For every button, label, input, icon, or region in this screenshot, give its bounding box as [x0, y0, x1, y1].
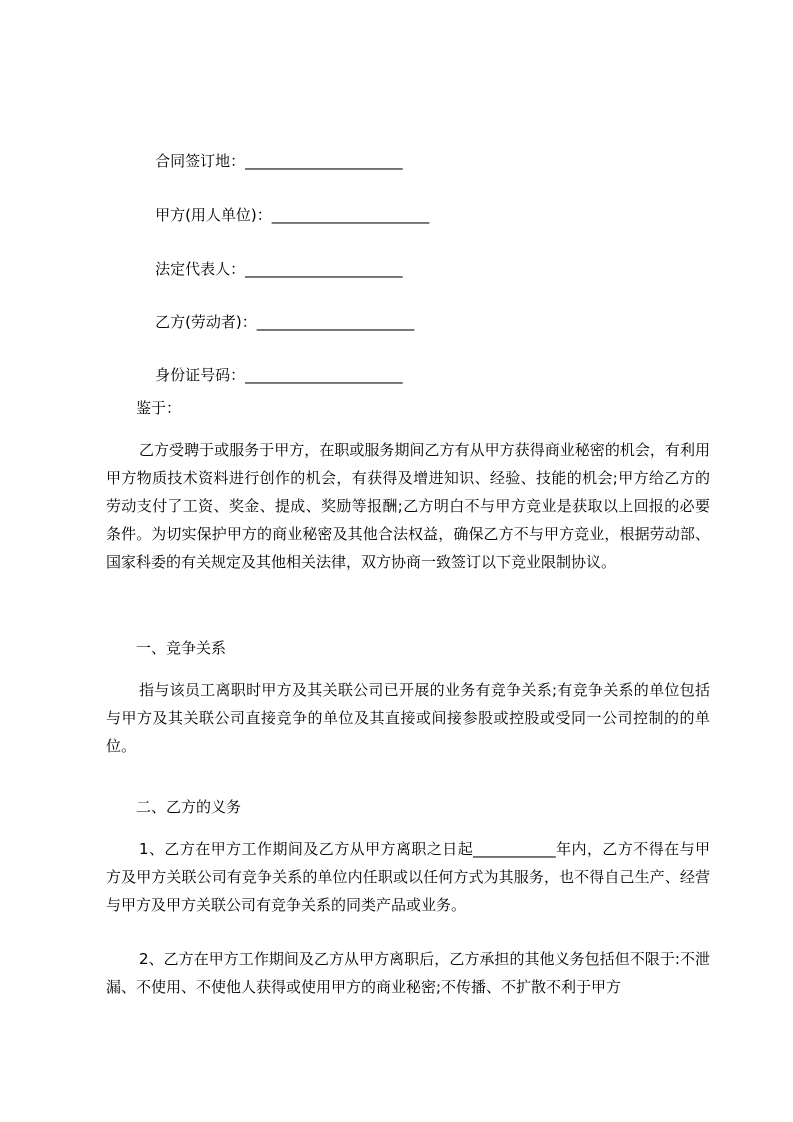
id-number-label: 身份证号码： [155, 366, 246, 384]
party-b-field [136, 292, 414, 352]
section-2-heading: 二、乙方的义务 [136, 798, 242, 816]
party-a-blank: _____________________ [271, 206, 430, 224]
whereas-label: 鉴于： [136, 399, 182, 417]
section-1-heading: 一、竞争关系 [136, 639, 227, 657]
party-b-blank: _____________________ [256, 313, 415, 331]
section-2-item-2: 2、乙方在甲方工作期间及乙方从甲方离职后，乙方承担的其他义务包括但不限于:不泄漏、不使用、不使他人获得或使用甲方的商业秘密;不传播、不扩散不利于甲方 [106, 950, 710, 996]
id-number-field [136, 345, 403, 405]
section-2-item-1: 1、乙方在甲方工作期间及乙方从甲方离职之日起___________年内，乙方不得在与甲方及甲方关联公司有竞争关系的单位内任职或以任何方式为其服务，也不得自己生产、经营与甲方及甲方关联公司有竞争关系的同类产品或业务。 [106, 840, 710, 914]
id-number-blank: _____________________ [245, 366, 403, 384]
party-a-field [136, 185, 429, 245]
contract-location-field [136, 131, 403, 191]
contract-location-blank: _____________________ [245, 152, 403, 170]
legal-representative-label: 法定代表人： [155, 260, 246, 278]
contract-location-label: 合同签订地： [155, 152, 246, 170]
party-a-label: 甲方(用人单位)： [155, 206, 272, 224]
legal-representative-blank: _____________________ [245, 260, 403, 278]
intro-paragraph: 乙方受聘于或服务于甲方，在职或服务期间乙方有从甲方获得商业秘密的机会，有利用甲方物质技术资料进行创作的机会，有获得及增进知识、经验、技能的机会;甲方给乙方的劳动支付了工资、奖金、提成、奖励等报酬;乙方明白不与甲方竞业是获取以上回报的必要条件。为切实保护甲方的商业秘密及其他合法权益，确保乙方不与甲方竞业，根据劳动部、国家科委的有关规定及其他相关法律，双方协商一致签订以下竞业限制协议。 [106, 441, 710, 571]
legal-representative-field [136, 239, 403, 299]
section-1-body: 指与该员工离职时甲方及其关联公司已开展的业务有竞争关系;有竞争关系的单位包括与甲方及其关联公司直接竞争的单位及其直接或间接参股或控股或受同一公司控制的的单位。 [106, 681, 710, 755]
party-b-label: 乙方(劳动者)： [155, 313, 257, 331]
